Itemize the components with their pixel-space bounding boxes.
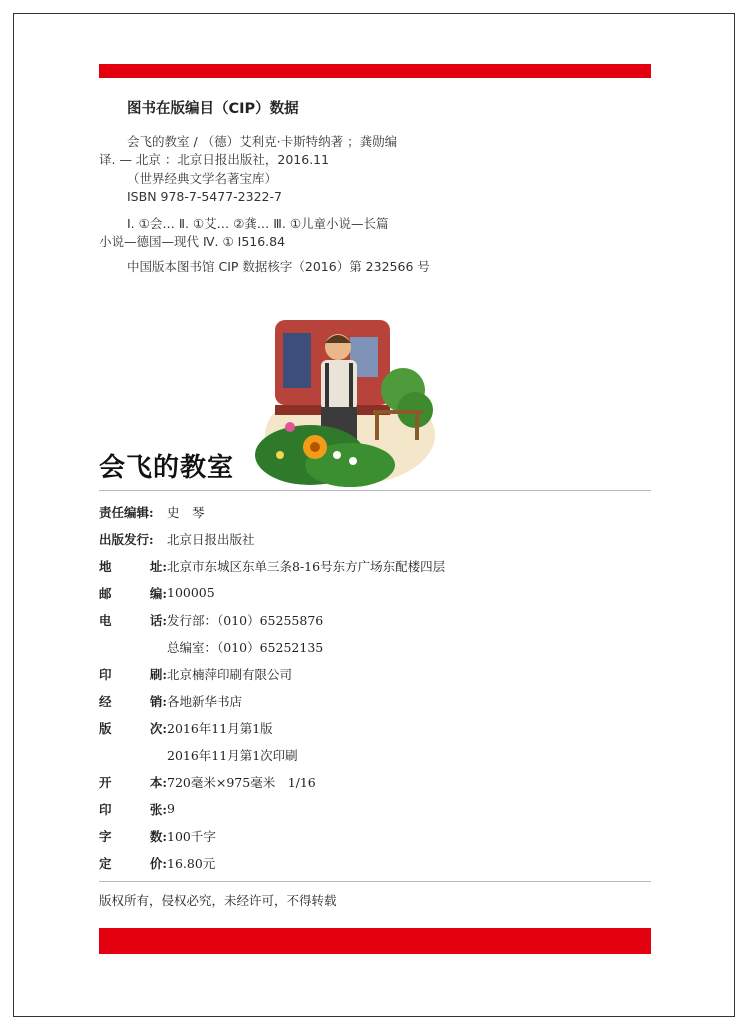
- title-divider: [99, 490, 651, 491]
- info-row-postcode: [99, 579, 651, 606]
- bottom-red-bar: [99, 928, 651, 954]
- info-value: 720毫米×975毫米 1/16: [167, 774, 316, 790]
- info-label: 开 本:: [99, 774, 167, 790]
- info-value: 史 琴: [167, 504, 205, 520]
- info-label: 经 销:: [99, 693, 167, 709]
- info-row-sheets: [99, 795, 651, 822]
- cip-record-number: 中国版本图书馆 CIP 数据核字（2016）第 232566 号: [127, 258, 430, 274]
- cip-title: 图书在版编目（CIP）数据: [127, 101, 299, 117]
- copyright-notice: 版权所有，侵权必究，未经许可，不得转载: [99, 893, 337, 908]
- cip-line: 译. — 北京 ：北京日报出版社，2016.11: [99, 152, 330, 167]
- cip-block: [99, 100, 479, 276]
- info-row-address: [99, 552, 651, 579]
- info-row-distributor: [99, 687, 651, 714]
- cover-illustration: [255, 315, 440, 490]
- cip-line: 小说—德国—现代 Ⅳ. ① I516.84: [99, 234, 286, 249]
- info-row-editor: [99, 498, 651, 525]
- publication-info: [99, 498, 651, 876]
- info-value: 各地新华书店: [167, 693, 243, 709]
- info-row-printing: [99, 741, 651, 768]
- info-label: 印 张:: [99, 801, 167, 817]
- info-label: 字 数:: [99, 828, 167, 844]
- info-value: 总编室：（010）65252135: [167, 639, 324, 655]
- info-row-publisher: [99, 525, 651, 552]
- cip-line: 会飞的教室 / （德）艾利克·卡斯特纳著 ；龚勋编: [127, 133, 398, 149]
- cip-isbn: ISBN 978-7-5477-2322-7: [127, 189, 282, 204]
- info-value: 北京日报出版社: [167, 531, 255, 547]
- cip-line: （世界经典文学名著宝库）: [127, 170, 278, 186]
- cip-line: Ⅰ. ①会… Ⅱ. ①艾… ②龚… Ⅲ. ①儿童小说—长篇: [127, 215, 389, 231]
- footer-divider: [99, 881, 651, 882]
- info-value: 100005: [167, 585, 215, 600]
- info-label: 责任编辑:: [99, 504, 154, 520]
- info-value: 100千字: [167, 828, 216, 844]
- info-label: 邮 编:: [99, 585, 167, 601]
- book-title: 会飞的教室: [99, 453, 235, 483]
- info-label: 电 话:: [99, 612, 167, 628]
- info-label: 出版发行:: [99, 531, 154, 547]
- info-row-edition: [99, 714, 651, 741]
- info-label: 版 次:: [99, 720, 167, 736]
- info-label: 印 刷:: [99, 666, 167, 682]
- info-row-phone: [99, 606, 651, 633]
- info-value: 北京楠萍印刷有限公司: [167, 666, 293, 682]
- info-value: 2016年11月第1版: [167, 720, 273, 736]
- info-row-printer: [99, 660, 651, 687]
- info-label: 地 址:: [99, 558, 167, 574]
- info-row-words: [99, 822, 651, 849]
- top-red-bar: [99, 64, 651, 78]
- info-value: 16.80元: [167, 855, 216, 871]
- info-value: 发行部：（010）65255876: [167, 612, 324, 628]
- info-label: 定 价:: [99, 855, 167, 871]
- info-row-format: [99, 768, 651, 795]
- info-value: 北京市东城区东单三条8-16号东方广场东配楼四层: [167, 558, 446, 574]
- info-value: 2016年11月第1次印刷: [167, 747, 298, 763]
- info-row-price: [99, 849, 651, 876]
- info-value: 9: [167, 801, 175, 816]
- info-row-phone-2: [99, 633, 651, 660]
